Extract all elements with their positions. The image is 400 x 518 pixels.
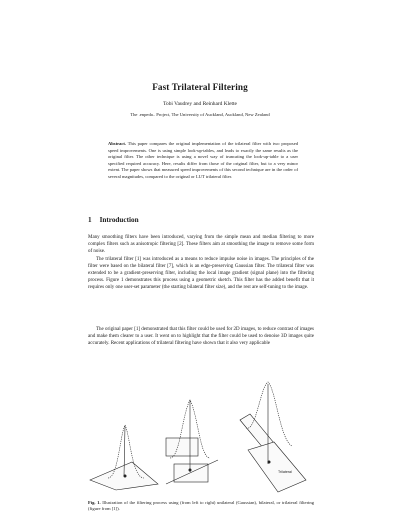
- trilateral-point: [268, 461, 270, 463]
- abstract-text: This paper compares the original implementation of the trilateral filter with two proposed speed improvements. One is using simple look-up-tables, and leads to exactly the same results as the original filter. The other technique is using a novel way of truncating the look-up-table to a user specified required accuracy. Here, results differ from those of the original filter, but to a very minor extent. The paper shows that measured speed improvements of this second technique are in the order of several magnitudes, compared to the original or LUT trilateral filter.: [108, 141, 298, 179]
- section-heading: [88, 216, 147, 224]
- bilateral-point: [189, 469, 191, 471]
- section-title: Introduction: [99, 216, 139, 224]
- trilateral-label: Trilateral: [278, 470, 292, 474]
- paragraph-1: Many smoothing filters have been introduced, varying from the simple mean and median filtering to more complex filters such as anisotropic filtering [2]. These filters aim at smoothing the image to remove some form of noise.: [88, 235, 314, 255]
- caption-text: Illustration of the filtering process using (from left to right) unilateral (Gaussian), bilateral, or trilateral filtering (figure from [1]).: [88, 500, 314, 512]
- paragraph-3: The original paper [1] demonstrated that this filter could be used for 2D images, to reduce contrast of images and make them clearer to a user. It went on to highlight that the filter could be used to denoise 3D images quite accurately. Recent applications of trilateral filtering have shown that it also very applicable: [88, 327, 314, 347]
- section-number: 1: [88, 216, 92, 224]
- paper-authors: Tobi Vaudrey and Reinhard Klette: [163, 101, 237, 107]
- caption-label: Fig. 1.: [88, 500, 101, 505]
- paragraph-2: The trilateral filter [1] was introduced as a means to reduce impulse noise in images. The principles of the filter were based on the bilateral filter [7], which is an edge-preserving Gaussian filter. The trilateral filter was extended to be a gradient-preserving filter, including the local image gradient (signal plane) into the filtering process. Figure 1 demonstrates this process using a geometric sketch. This filter has the added benefit that it requires only one user-set parameter (the starting bilateral filter size), and the rest are self-tuning to the image.: [88, 257, 314, 291]
- paper-affiliation: The .enpeda.. Project, The University of Auckland, Auckland, New Zealand: [130, 112, 270, 117]
- unilateral-sketch: [90, 425, 158, 490]
- bilateral-sketch: [166, 400, 218, 484]
- abstract-block: [108, 141, 298, 180]
- paper-title: Fast Trilateral Filtering: [152, 82, 248, 92]
- bilateral-box-top: [166, 438, 198, 456]
- trilateral-plane-bottom: [248, 442, 306, 492]
- figure-caption: [88, 500, 314, 513]
- abstract-label: Abstract.: [108, 141, 127, 146]
- unilateral-point: [124, 475, 126, 477]
- trilateral-gaussian-curve: [246, 382, 292, 446]
- trilateral-sketch: [240, 382, 306, 492]
- filter-illustration-figure: [88, 380, 316, 493]
